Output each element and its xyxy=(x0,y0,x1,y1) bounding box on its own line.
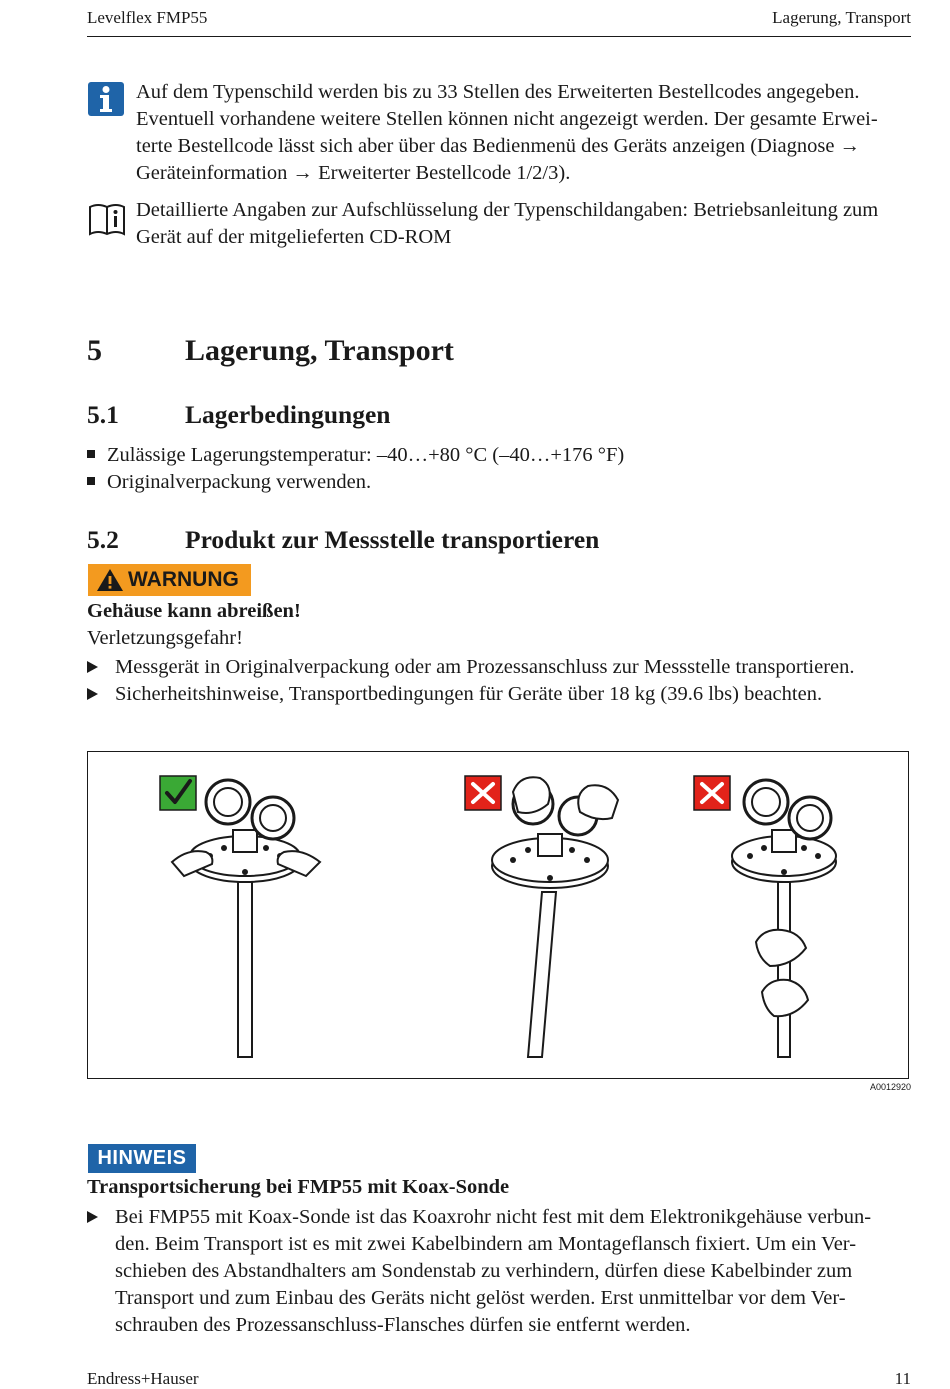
list-item xyxy=(87,442,624,469)
notice-line: schieben des Abstandhalters am Sondenstab zu verhindern, dürfen diese Kabelbinder zum xyxy=(115,1260,853,1282)
info-note-line: Auf dem Typenschild werden bis zu 33 Stellen des Erweiterten Bestellcodes angegeben. xyxy=(136,81,860,103)
book-reference-icon xyxy=(88,201,126,242)
footer-company: Endress+Hauser xyxy=(87,1369,199,1388)
notice-badge-label: HINWEIS xyxy=(97,1147,187,1169)
info-note-line: Geräteinformation → Erweiterter Bestellcode 1/2/3). xyxy=(136,162,571,184)
warning-action-text: Sicherheitshinweise, Transportbedingungen für Geräte über 18 kg (39.6 lbs) beachten. xyxy=(115,683,823,705)
panel-wrong-housing xyxy=(465,776,618,1057)
section-5-number: 5 xyxy=(87,334,102,367)
reference-note-line: Gerät auf der mitgelieferten CD-ROM xyxy=(136,226,452,248)
header-section-title: Lagerung, Transport xyxy=(772,8,911,27)
notice-line: Transport und zum Einbau des Geräts nicht gelöst werden. Erst unmittelbar vor dem Ver- xyxy=(115,1287,846,1309)
transport-figure xyxy=(87,751,909,1079)
warning-action-text: Messgerät in Originalverpackung oder am Prozessanschluss zur Messstelle transportieren. xyxy=(115,656,855,678)
arrow-marker-icon xyxy=(87,1211,98,1223)
figure-id: A0012920 xyxy=(869,1082,911,1092)
warning-action-item xyxy=(87,681,911,708)
reference-note-line: Detaillierte Angaben zur Aufschlüsselung der Typenschildangaben: Betriebsanleitung zum xyxy=(136,199,879,221)
notice-line: den. Beim Transport ist es mit zwei Kabelbindern am Montageflansch fixiert. Um ein Ver- xyxy=(115,1233,857,1255)
list-item-text: Originalverpackung verwenden. xyxy=(107,471,372,493)
bullet-marker xyxy=(87,477,95,485)
info-note-line: Eventuell vorhandene weitere Stellen können nicht angezeigt werden. Der gesamte Erwei- xyxy=(136,108,878,130)
warning-subline: Verletzungsgefahr! xyxy=(87,627,243,649)
info-note-line: terte Bestellcode lässt sich aber über das Bedienmenü des Geräts anzeigen (Diagnose → xyxy=(136,135,861,157)
section-5-1-title: Lagerbedingungen xyxy=(185,400,391,429)
header-product-name: Levelflex FMP55 xyxy=(87,8,208,27)
bullet-marker xyxy=(87,450,95,458)
arrow-marker-icon xyxy=(87,688,98,700)
reference-note xyxy=(136,197,912,251)
warning-badge xyxy=(88,564,251,596)
header-rule xyxy=(87,36,911,37)
warning-triangle-icon xyxy=(96,568,124,592)
notice-line: Bei FMP55 mit Koax-Sonde ist das Koaxrohr nicht fest mit dem Elektronikgehäuse verbun- xyxy=(115,1206,872,1228)
info-note xyxy=(136,79,912,187)
warning-action-item xyxy=(87,654,911,681)
warning-badge-label: WARNUNG xyxy=(128,568,239,591)
checkmark-icon xyxy=(160,776,196,810)
info-icon xyxy=(88,82,124,121)
cross-icon xyxy=(465,776,501,810)
section-5-title: Lagerung, Transport xyxy=(185,334,454,367)
panel-wrong-probe xyxy=(694,776,836,1057)
cross-icon xyxy=(694,776,730,810)
panel-correct xyxy=(160,776,320,1057)
notice-badge xyxy=(88,1144,196,1173)
notice-line: schrauben des Prozessanschluss-Flansches dürfen sie entfernt werden. xyxy=(115,1314,691,1336)
notice-headline: Transportsicherung bei FMP55 mit Koax-Sonde xyxy=(87,1176,510,1198)
notice-action-item xyxy=(87,1204,911,1339)
section-5-2-number: 5.2 xyxy=(87,525,119,554)
arrow-marker-icon xyxy=(87,661,98,673)
warning-headline: Gehäuse kann abreißen! xyxy=(87,600,301,622)
section-5-1-number: 5.1 xyxy=(87,400,119,429)
section-5-2-title: Produkt zur Messstelle transportieren xyxy=(185,525,600,554)
list-item xyxy=(87,469,371,496)
transport-illustration xyxy=(88,752,907,1077)
list-item-text: Zulässige Lagerungstemperatur: –40…+80 °C (–40…+176 °F) xyxy=(107,444,625,466)
page-number: 11 xyxy=(894,1369,911,1388)
